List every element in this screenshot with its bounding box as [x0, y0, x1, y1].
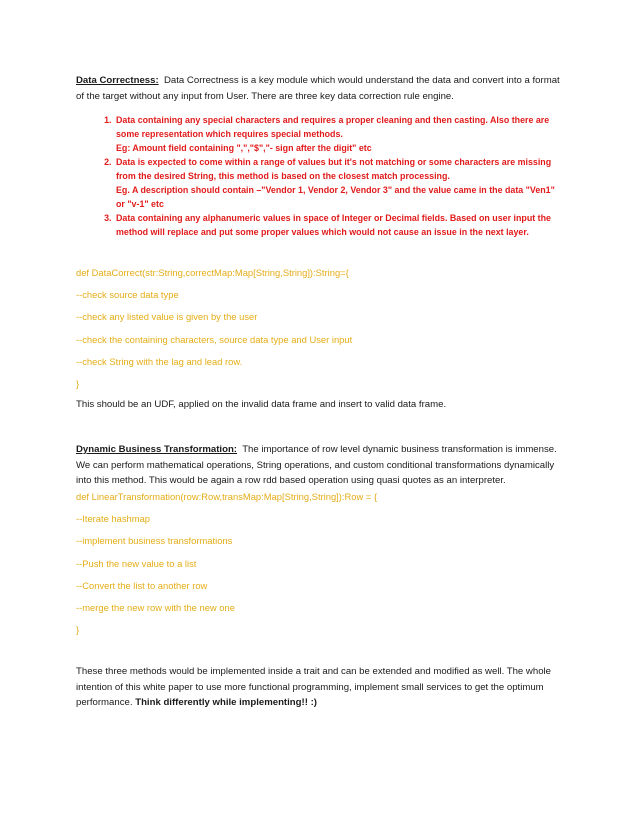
code-line: --check String with the lag and lead row.	[76, 355, 243, 367]
code-line: --Convert the list to another row	[76, 579, 208, 591]
code-line: --implement business transformations	[76, 535, 233, 547]
conclusion-text: These three methods would be implemented inside a trait and can be extended and modified as well. The whole intention of this white paper to use more functional programming, implement small services to get the optimum performance.	[76, 666, 552, 708]
correction-rule-list	[76, 113, 556, 239]
code-line: }	[76, 624, 80, 636]
code-line: }	[76, 377, 80, 389]
rule-example: Eg: Amount field containing ",","$","- sign after the digit" etc	[116, 143, 372, 153]
rule-example: Eg. A description should contain –"Vendor 1, Vendor 2, Vendor 3" and the value came in the data "Ven1" or "v-1" etc	[116, 185, 555, 209]
rule-text: Data containing any alphanumeric values in space of Integer or Decimal fields. Based on user input the method will replace and put some proper values which would not cause an issue in the next layer.	[116, 213, 551, 237]
linear-transformation-code-block	[76, 489, 566, 644]
data-correctness-intro: Data Correctness is a key module which would understand the data and convert into a format of the target without any input from User. There are three key data correction rule engine.	[76, 75, 560, 102]
udf-note-block	[76, 397, 566, 413]
rule-text: Data containing any special characters and requires a proper cleaning and then casting. Also there are some representation which requires special methods.	[116, 115, 550, 139]
code-line: --check any listed value is given by the user	[76, 311, 258, 323]
conclusion-paragraph	[76, 664, 566, 711]
dynamic-transformation-intro: The importance of row level dynamic business transformation is immense. We can perform mathematical operations, String operations, and custom conditional transformations dynamically into this method. This would be again a row rdd based operation using quasi quotes as an interpreter.	[76, 444, 557, 486]
dynamic-transformation-paragraph	[76, 442, 566, 489]
data-correctness-section	[76, 73, 566, 104]
code-line: def DataCorrect(str:String,correctMap:Map[String,String]):String={	[76, 267, 349, 278]
code-line: --check source data type	[76, 289, 179, 301]
code-line: --check the containing characters, source data type and User input	[76, 333, 353, 345]
udf-note: This should be an UDF, applied on the invalid data frame and insert to valid data frame.	[76, 399, 447, 410]
code-line: --merge the new row with the new one	[76, 601, 235, 613]
correction-rule-item	[114, 113, 556, 155]
data-correctness-paragraph	[76, 73, 566, 104]
conclusion-emphasis: Think differently while implementing!! :)	[135, 697, 317, 708]
data-correctness-heading: Data Correctness:	[76, 75, 159, 86]
code-line: def LinearTransformation(row:Row,transMap:Map[String,String]):Row = {	[76, 491, 378, 502]
correction-rules	[76, 113, 556, 239]
correction-rule-item	[114, 155, 556, 211]
correction-rule-item	[114, 211, 556, 239]
dynamic-transformation-heading: Dynamic Business Transformation:	[76, 444, 238, 455]
code-line: --Push the new value to a list	[76, 557, 197, 569]
data-correct-code-block	[76, 265, 566, 398]
rule-text: Data is expected to come within a range of values but it's not matching or some characters are missing from the desired String, this method is based on the closest match processing.	[116, 157, 552, 181]
code-line: --Iterate hashmap	[76, 513, 150, 525]
conclusion-section	[76, 664, 566, 711]
dynamic-transformation-section	[76, 442, 566, 489]
